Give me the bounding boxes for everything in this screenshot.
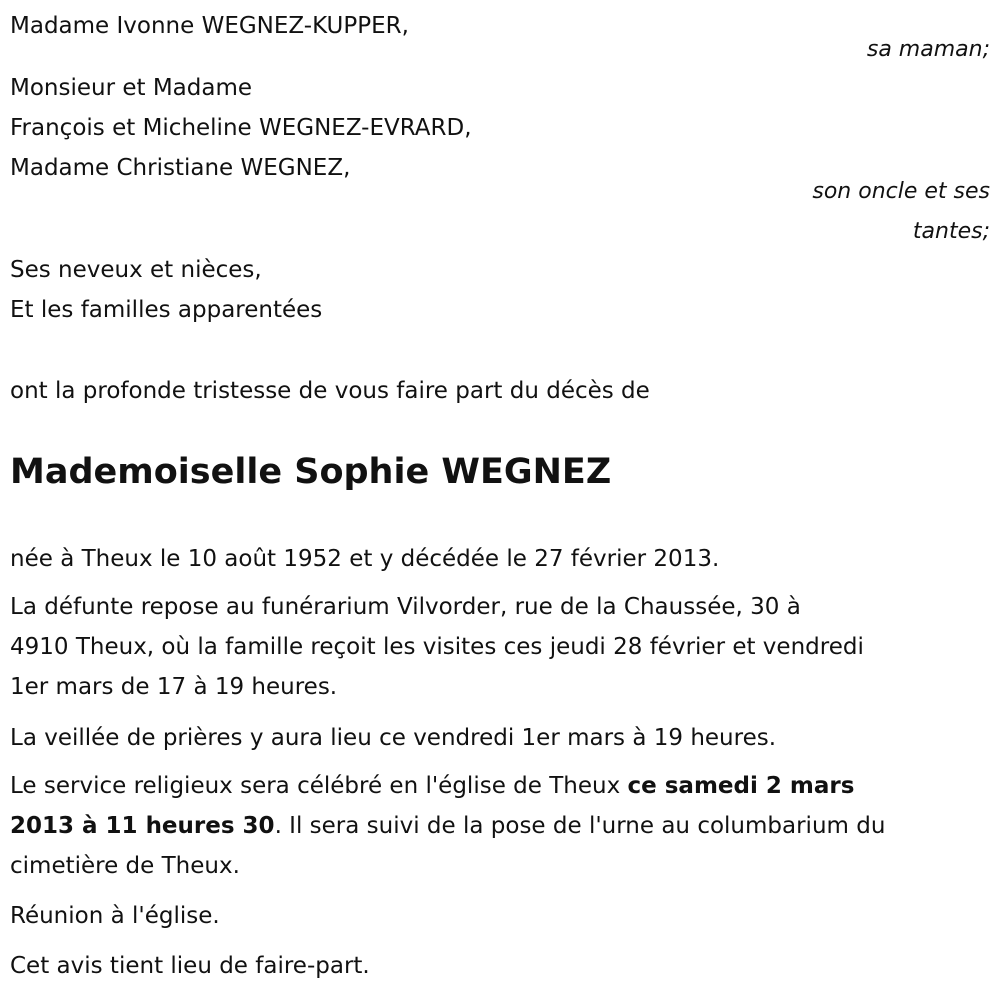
service-date-bold: ce samedi 2 mars <box>627 773 855 799</box>
mother-relation: sa maman; <box>866 37 990 62</box>
vigil-text: La veillée de prières y aura lieu ce vendredi 1er mars à 19 heures. <box>10 725 777 751</box>
relative-line: Madame Christiane WEGNEZ, <box>10 155 351 181</box>
other-relatives: Et les familles apparentées <box>10 297 323 323</box>
birth-death-text: née à Theux le 10 août 1952 et y décédée le 27 février 2013. <box>10 546 720 572</box>
deceased-name: Mademoiselle Sophie WEGNEZ <box>10 452 612 492</box>
announcement-text: ont la profonde tristesse de vous faire part du décès de <box>10 378 650 404</box>
mother-name: Madame Ivonne WEGNEZ-KUPPER, <box>10 13 409 39</box>
other-relatives: Ses neveux et nièces, <box>10 257 262 283</box>
visitation-text: 4910 Theux, où la famille reçoit les visites ces jeudi 28 février et vendredi <box>10 634 864 660</box>
service-text-plain: Le service religieux sera célébré en l'église de Theux <box>10 773 628 799</box>
relatives-relation: tantes; <box>912 219 990 244</box>
service-text <box>10 766 854 806</box>
service-text <box>10 806 885 846</box>
reunion-text: Réunion à l'église. <box>10 903 220 929</box>
service-text: cimetière de Theux. <box>10 853 240 879</box>
service-text-plain: . Il sera suivi de la pose de l'urne au columbarium du <box>274 813 886 839</box>
visitation-text: La défunte repose au funérarium Vilvorder, rue de la Chaussée, 30 à <box>10 594 801 620</box>
relative-line: François et Micheline WEGNEZ-EVRARD, <box>10 115 472 141</box>
relative-line: Monsieur et Madame <box>10 75 253 101</box>
closing-text: Cet avis tient lieu de faire-part. <box>10 953 370 979</box>
visitation-text: 1er mars de 17 à 19 heures. <box>10 674 338 700</box>
relatives-relation: son oncle et ses <box>812 179 990 204</box>
service-time-bold: 2013 à 11 heures 30 <box>10 813 275 839</box>
